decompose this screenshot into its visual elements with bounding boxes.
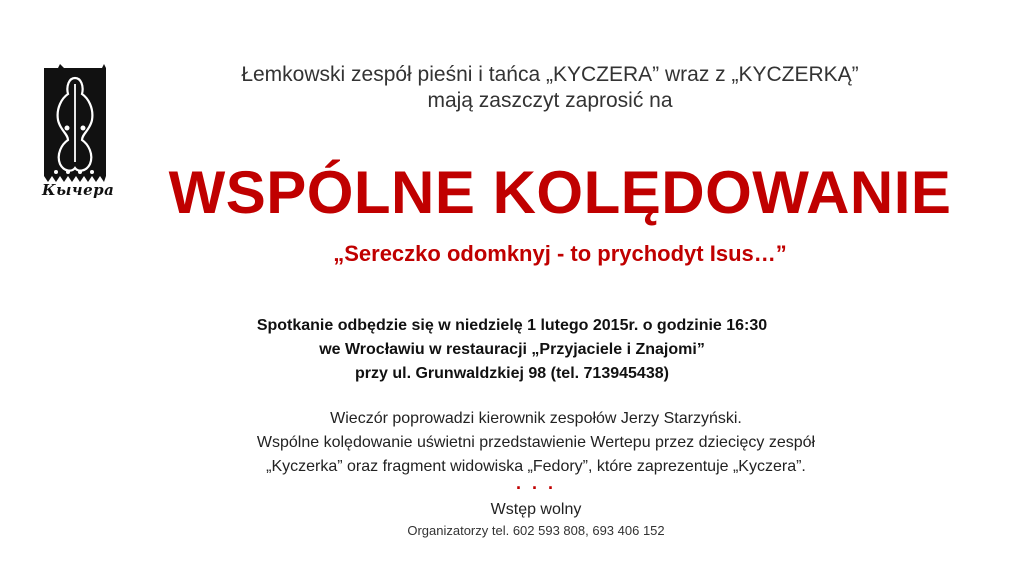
description-line-2: Wspólne kolędowanie uświetni przedstawienie Wertepu przez dziecięcy zespół xyxy=(256,434,816,451)
details-address: przy ul. Grunwaldzkiej 98 (tel. 713945438) xyxy=(355,365,669,382)
separator-dots: . . . xyxy=(515,473,556,493)
event-details xyxy=(0,314,1024,386)
logo-text: Кычера xyxy=(42,181,115,199)
details-venue: we Wrocławiu w restauracji „Przyjaciele i Znajomi” xyxy=(319,341,705,358)
event-subtitle: „Sereczko odomknyj - to prychodyt Isus…” xyxy=(333,241,787,266)
intro-line-1: Łemkowski zespół pieśni i tańca „KYCZERA” wraz z „KYCZERKĄ” xyxy=(241,63,859,86)
organizers-contact: Organizatorzy tel. 602 593 808, 693 406 152 xyxy=(407,523,665,538)
description-line-3: „Kyczerka” oraz fragment widowiska „Fedory”, które zaprezentuje „Kyczera”. xyxy=(266,458,806,475)
entry-info: Wstęp wolny xyxy=(490,501,582,518)
description-line-1: Wieczór poprowadzi kierownik zespołów Jerzy Starzyński. xyxy=(330,410,742,427)
event-title: WSPÓLNE KOLĘDOWANIE xyxy=(168,159,952,226)
intro-line-2: mają zaszczyt zaprosić na xyxy=(427,89,673,112)
event-description xyxy=(0,407,1024,479)
details-date-time: Spotkanie odbędzie się w niedzielę 1 lutego 2015r. o godzinie 16:30 xyxy=(256,317,768,334)
